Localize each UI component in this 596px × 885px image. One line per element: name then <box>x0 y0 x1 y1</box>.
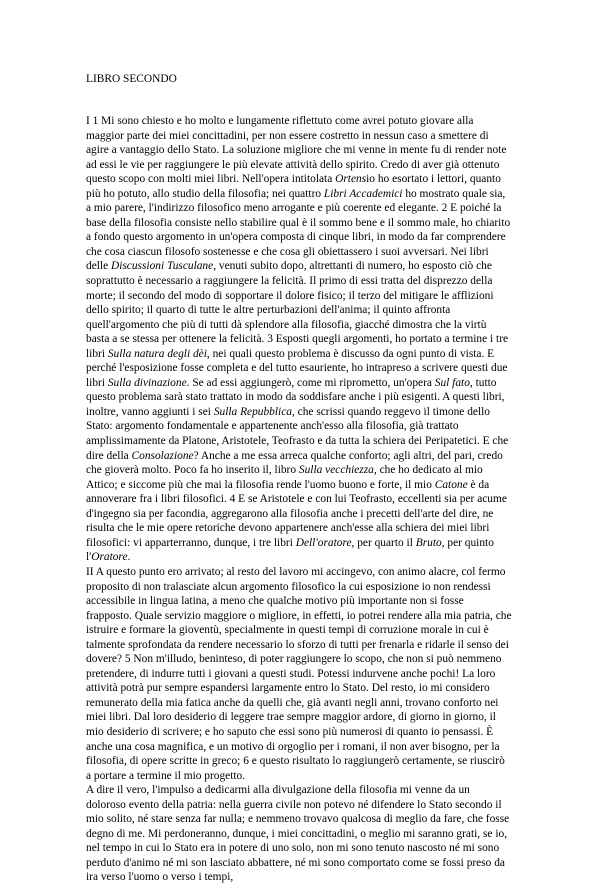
text-run: , nei quali questo problema è discusso da ogni punto di vista. E perché l'esposizione fosse completa e del tutto esauriente, ho intrapreso a scrivere questi due libri <box>86 347 508 389</box>
italic-title-run: Sulla divinazione <box>107 376 187 389</box>
text-run: A dire il vero, l'impulso a dedicarmi alla divulgazione della filosofia mi venne da un doloroso evento della patria: nella guerra civile non potevo né difendere lo Stato secondo il mio solito, né stare senza far nulla; e nemmeno trovavo qualcosa di meglio da fare, che fosse degno di me. Mi perdoneranno, dunque, i miei concittadini, o meglio mi saranno grati, se io, nel tempo in cui lo Stato era in potere di uno solo, non mi sono tenuto nascosto né mi sono perduto d'animo né mi son lasciato abbattere, né mi sono comportato come se fossi preso da ira verso l'uomo o verso i tempi, <box>86 784 510 884</box>
italic-title-run: Sulla natura degli dèi <box>107 347 207 360</box>
italic-title-run: Ortens <box>335 173 367 186</box>
text-run: è da annoverare fra i libri filosofici. 4 E se Aristotele e con lui Teofrasto, eccellenti sia per acume d'ingegno sia per facondia, aggregarono alla filosofia anche i precetti dell'arte del dire, ne risulta che le mie opere retoriche devono appartenere anch'esse alla schiera dei miei libri filosofici: vi apparterranno, dunque, i tre libri <box>86 478 507 549</box>
text-run: ho mostrato quale sia, a mio parere, l'indirizzo filosofico meno arrogante e più coerente ed elegante. 2 E poiché la base della filosofia consiste nello stabilire qual è il sommo bene e il sommo male, ho chiarito a fondo questo argomento in un'opera composta di cinque libri, in modo da far comprendere che cosa ciascun filosofo sostenesse e che cosa gli obiettassero i suoi avversari. Nei libri delle <box>86 187 511 273</box>
text-run: I 1 Mi sono chiesto e ho molto e lungamente riflettuto come avrei potuto giovare alla maggior parte dei miei concittadini, per non essere costretto in nessun caso a smettere di agire a vantaggio dello Stato. La soluzione migliore che mi venne in mente fu di render note ad essi le vie per raggiungere le più elevate attività dello spirito. Credo di aver già ottenuto questo scopo con molti miei libri. Nell'opera intitolata <box>86 115 507 186</box>
body-text <box>86 114 512 885</box>
italic-title-run: Consolazione <box>131 449 194 462</box>
italic-title-run: Libri Accademici <box>323 187 403 200</box>
text-run: ? Anche a me essa arreca qualche conforto; agli altri, del pari, credo che gioverà molto. Poco fa ho inserito il, libro <box>86 449 503 477</box>
text-run: , per quinto l' <box>86 536 494 564</box>
text-run: che ho dedicato al mio Attico; e siccome più che mai la filosofia rende l'uomo buono e forte, il mio <box>86 464 483 491</box>
text-run: . <box>127 551 131 564</box>
italic-title-run: Sulla vecchiezza, <box>298 464 377 477</box>
text-run: , per quarto il <box>351 536 416 549</box>
text-run: tutto questo problema sarà stato trattato in modo da soddisfare anche i più esigenti. A questi libri, inoltre, vanno aggiunti i sei <box>86 376 505 418</box>
paragraph-section-2 <box>86 565 512 783</box>
italic-title-run: Sulla Repubblica, <box>213 405 295 418</box>
italic-title-run: Dell'oratore <box>295 536 352 549</box>
text-run: , venuti subito dopo, altrettanti di numero, ho esposto ciò che soprattutto è necessario a raggiungere la felicità. Il primo di essi tratta del disprezzo della morte; il secondo del modo di sopportare il dolore fisico; il terzo del mitigare le afflizioni dello spirito; il quarto di tutte le altre perturbazioni dell'anima; il quinto affronta quell'argomento che più di tutti dà splendore alla filosofia, giacché dimostra che la virtù basta a se stessa per ottenere la felicità. 3 Esposti quegli argomenti, ho portato a termine i tre libri <box>86 260 509 360</box>
paragraph-section-1 <box>86 114 512 565</box>
italic-title-run: Bruto <box>415 536 442 549</box>
paragraph-section-3 <box>86 783 512 885</box>
text-run: che scrissi quando reggevo il timone dello Stato: argomento fondamentale e appartenente anch'esso alla filosofia, già trattato amplissimamente da Platone, Aristotele, Teofrasto e da tutta la schiera dei Peripatetici. E che dire della <box>86 405 509 462</box>
italic-title-run: Oratore <box>91 551 128 564</box>
text-run: . Se ad essi aggiungerò, come mi riprometto, un'opera <box>186 376 435 389</box>
text-run: II A questo punto ero arrivato; al resto del lavoro mi accingevo, con animo alacre, col fermo proposito di non tralasciate alcun argomento filosofico la cui esposizione io non rendessi accessibile in lingua latina, a meno che qualche motivo più importante non si fosse frapposto. Quale servizio maggiore o migliore, in effetti, io potrei rendere alla mia patria, che istruire e formare la gioventù, specialmente in questi tempi di corruzione morale in cui è talmente sprofondata da rendere necessario lo sforzo di tutti per frenarla e ridarle il senso dei dovere? 5 Non m'illudo, beninteso, di poter raggiungere lo scopo, che non si può nemmeno pretendere, di indurre tutti i giovani a questi studi. Potessi indurvene anche pochi! La loro attività potrà pur sempre espandersi largamente entro lo Stato. Del resto, io mi considero remunerato della mia fatica anche da quelli che, già avanti negli anni, trovano conforto nei miei libri. Dal loro desiderio di leggere trae sempre maggior ardore, di giorno in giorno, il mio desiderio di scrivere; e ho saputo che essi sono più numerosi di quanto io pensassi. È anche una cosa magnifica, e un motivo di orgoglio per i romani, il non aver bisogno, per la filosofia, di opere scritte in greco; 6 e questo risultato lo raggiungerò certamente, se riuscirò a portare a termine il mio progetto. <box>86 565 512 782</box>
text-run: io ho esortato i lettori, quanto più ho potuto, allo studio della filosofia; nei quattro <box>86 173 501 200</box>
italic-title-run: Catone <box>434 478 468 491</box>
book-heading: LIBRO SECONDO <box>86 73 177 85</box>
italic-title-run: Discussioni Tusculane <box>110 260 214 273</box>
italic-title-run: Sul fato, <box>434 376 473 389</box>
